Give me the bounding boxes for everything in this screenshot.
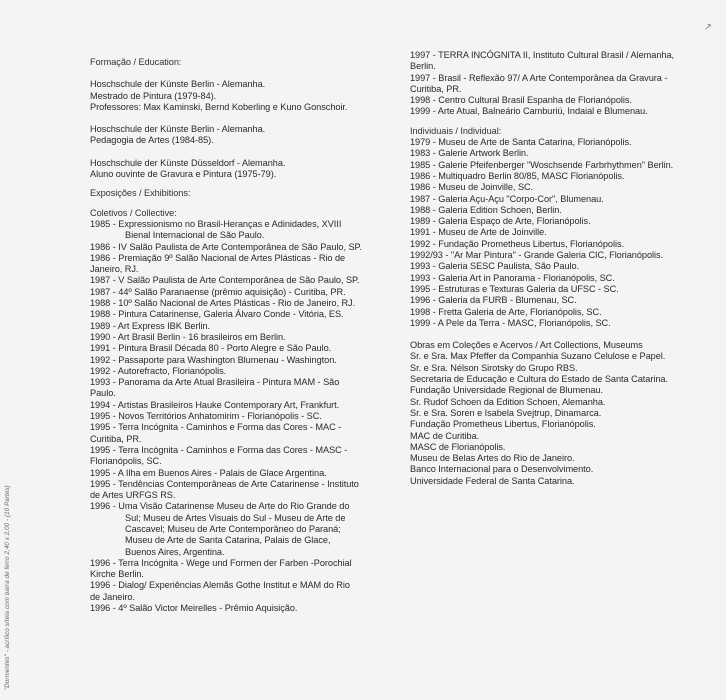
coletivos-list (90, 219, 390, 614)
exhibition-line: 1994 - Artistas Brasileiros Hauke Contemporary Art, Frankfurt. (90, 399, 340, 410)
individual-exhibition-line: 1996 - Galeria da FURB - Blumenau, SC. (410, 295, 577, 306)
collection-line: Sr. Rudof Schoen da Edition Schoen, Alemanha. (410, 396, 606, 407)
exhibition-line: Cascavel; Museu de Arte Contemporâneo do Paraná; (90, 523, 341, 534)
formacao-line: Aluno ouvinte de Gravura e Pintura (1975-79). (90, 169, 277, 180)
individuais-list (410, 137, 710, 329)
formacao-line: Pedagogia de Artes (1984-85). (90, 135, 214, 146)
formacao-line: Professores: Max Kaminski, Bernd Koberling e Kuno Gonschoir. (90, 101, 348, 112)
collective-continued-list (410, 50, 710, 118)
coletivos-heading: Coletivos / Collective: (90, 207, 177, 218)
individual-exhibition-line: 1999 - A Pele da Terra - MASC, Florianópolis, SC. (410, 317, 611, 328)
formacao-groups (90, 79, 390, 180)
exhibition-line: 1991 - Pintura Brasil Década 80 - Porto Alegre e São Paulo. (90, 343, 332, 354)
exhibition-line: 1988 - 10º Salão Nacional de Artes Plásticas - Rio de Janeiro, RJ. (90, 298, 356, 309)
individual-exhibition-line: 1986 - Museu de Joinville, SC. (410, 182, 534, 193)
individual-exhibition-line: 1993 - Galeria Art in Panorama - Florianópolis, SC. (410, 272, 615, 283)
exhibition-line: 1992 - Passaporte para Washington Blumenau - Washington. (90, 354, 337, 365)
collection-line: Fundação Prometheus Libertus, Florianópolis. (410, 419, 596, 430)
formacao-line: Hoschschule der Künste Berlin - Alemanha. (90, 124, 266, 135)
individual-exhibition-line: 1991 - Museu de Arte de Joinville. (410, 227, 547, 238)
exhibition-line: 1996 - Terra Incógnita - Wege und Formen der Farben -Porochial (90, 557, 352, 568)
exhibition-line: 1985 - Expressionismo no Brasil-Heranças e Adinidades, XVIII (90, 218, 342, 229)
formacao-group (90, 124, 390, 147)
collection-line: Sr. e Sra. Nélson Sirotsky do Grupo RBS. (410, 362, 578, 373)
exhibition-line: 1986 - Premiação 9º Salão Nacional de Artes Plásticas - Rio de (90, 252, 346, 263)
exhibition-line: Buenos Aires, Argentina. (90, 546, 225, 557)
exhibition-line: Paulo. (90, 388, 116, 399)
formacao-group (90, 79, 390, 113)
exhibition-line: 1990 - Art Brasil Berlin - 16 brasileiros em Berlin. (90, 331, 286, 342)
exhibition-line: 1989 - Art Express IBK Berlin. (90, 320, 211, 331)
formacao-line: Mestrado de Pintura (1979-84). (90, 90, 217, 101)
exhibition-line: 1995 - A Ilha em Buenos Aires - Palais de Glace Argentina. (90, 467, 327, 478)
individual-exhibition-line: 1987 - Galeria Açu-Açu "Corpo-Cor", Blumenau. (410, 193, 604, 204)
side-caption: "Dormentes" - acrílico s/tela com barra de ferro 2,40 x 2,00 - (10 Partes) (4, 485, 11, 690)
exhibition-line: 1995 - Novos Territórios Anhatomirim - Florianópolis - SC. (90, 411, 322, 422)
individual-exhibition-line: 1988 - Galeria Edition Schoen, Berlin. (410, 204, 562, 215)
exhibition-line: 1998 - Centro Cultural Brasil Espanha de Florianópolis. (410, 95, 632, 106)
formacao-group (90, 158, 390, 181)
obras-list (410, 351, 710, 487)
collection-line: Secretaria de Educação e Cultura do Estado de Santa Catarina. (410, 374, 668, 385)
exhibition-line: Curitiba, PR. (410, 83, 462, 94)
collection-line: Fundação Universidade Regional de Blumenau. (410, 385, 603, 396)
exhibition-line: 1995 - Tendências Contemporâneas de Arte Catarinense - Instituto (90, 478, 359, 489)
individual-exhibition-line: 1992/93 - "Ar Mar Pintura" - Grande Galeria CIC, Florianópolis. (410, 250, 664, 261)
individual-exhibition-line: 1992 - Fundação Prometheus Libertus, Florianópolis. (410, 238, 624, 249)
exhibition-line: Janeiro, RJ. (90, 264, 139, 275)
exhibition-line: 1987 - 44º Salão Paranaense (prêmio aquisição) - Curitiba, PR. (90, 286, 346, 297)
individual-exhibition-line: 1979 - Museu de Arte de Santa Catarina, Florianópolis. (410, 137, 632, 148)
exhibition-line: Sul; Museu de Artes Visuais do Sul - Museu de Arte de (90, 512, 346, 523)
exhibition-line: 1996 - 4º Salão Victor Meirelles - Prêmio Aquisição. (90, 603, 298, 614)
individual-exhibition-line: 1983 - Galerie Artwork Berlin. (410, 148, 529, 159)
individual-exhibition-line: 1993 - Galeria SESC Paulista, São Paulo. (410, 261, 580, 272)
exhibition-line: de Artes URFGS RS. (90, 490, 176, 501)
left-column (90, 57, 390, 614)
individual-exhibition-line: 1989 - Galeria Espaço de Arte, Florianópolis. (410, 216, 591, 227)
collection-line: Museu de Belas Artes do Rio de Janeiro. (410, 453, 575, 464)
exhibition-line: 1997 - TERRA INCÓGNITA II, Instituto Cultural Brasil / Alemanha, (410, 50, 675, 60)
exhibition-line: 1987 - V Salão Paulista de Arte Contemporânea de São Paulo, SP. (90, 275, 360, 286)
collection-line: Sr. e Sra. Soren e Isabela Svejtrup, Dinamarca. (410, 407, 602, 418)
formacao-line: Hoschschule der Künste Düsseldorf - Alemanha. (90, 157, 286, 168)
corner-mark: ↗ (703, 22, 712, 33)
obras-heading-line: Obras em Coleções e Acervos / Art Collections, Museums (410, 340, 643, 351)
individuais-heading: Individuais / Individual: (410, 125, 502, 136)
collection-line: Sr. e Sra. Max Pfeffer da Companhia Suzano Celulose e Papel. (410, 351, 666, 362)
individual-exhibition-line: 1998 - Fretta Galeria de Arte, Florianópolis, SC. (410, 306, 602, 317)
exhibition-line: Florianópolis, SC. (90, 456, 162, 467)
exposicoes-heading: Exposições / Exhibitions: (90, 188, 191, 199)
exhibition-line: Bienal Internacional de São Paulo. (90, 230, 265, 241)
exhibition-line: 1995 - Terra Incógnita - Caminhos e Forma das Cores - MAC - (90, 422, 342, 433)
exhibition-line: de Janeiro. (90, 591, 135, 602)
exhibition-line: Curitiba, PR. (90, 433, 142, 444)
exhibition-line: 1997 - Brasil - Reflexão 97/ A Arte Contemporânea da Gravura - (410, 72, 668, 83)
individual-exhibition-line: 1986 - Multiquadro Berlin 80/85, MASC Florianópolis. (410, 170, 625, 181)
exhibition-line: 1996 - Uma Visão Catarinense Museu de Arte do Rio Grande do (90, 501, 350, 512)
right-column (410, 50, 710, 487)
exhibition-line: 1986 - IV Salão Paulista de Arte Contemporânea de São Paulo, SP. (90, 241, 362, 252)
formacao-line: Hoschschule der Künste Berlin - Alemanha. (90, 79, 266, 90)
individual-exhibition-line: 1985 - Galerie Pfeifenberger "Woschsende Farbrhythmen" Berlin. (410, 159, 674, 170)
collection-line: MASC de Florianópolis. (410, 441, 506, 452)
exhibition-line: 1993 - Panorama da Arte Atual Brasileira - Pintura MAM - São (90, 377, 340, 388)
exhibition-line: Kirche Berlin. (90, 569, 144, 580)
exhibition-line: 1999 - Arte Atual, Balneário Camburiú, Indaial e Blumenau. (410, 106, 648, 117)
exhibition-line: 1996 - Dialog/ Experiências Alemãs Gothe Institut e MAM do Rio (90, 580, 350, 591)
exhibition-line: 1988 - Pintura Catarinense, Galeria Álvaro Conde - Vitória, ES. (90, 309, 344, 320)
collection-line: Banco Internacional para o Desenvolvimento. (410, 464, 594, 475)
collection-line: Universidade Federal de Santa Catarina. (410, 475, 575, 486)
individual-exhibition-line: 1995 - Estruturas e Texturas Galeria da UFSC - SC. (410, 283, 619, 294)
exhibition-line: Museu de Arte de Santa Catarina, Palais de Glace, (90, 535, 331, 546)
exhibition-line: 1992 - Autorefracto, Florianópolis. (90, 365, 227, 376)
collection-line: MAC de Curitiba. (410, 430, 480, 441)
obras-heading (410, 340, 710, 351)
exhibition-line: 1995 - Terra Incógnita - Caminhos e Forma das Cores - MASC - (90, 444, 348, 455)
exhibition-line: Berlin. (410, 61, 436, 72)
formacao-heading: Formação / Education: (90, 57, 182, 67)
